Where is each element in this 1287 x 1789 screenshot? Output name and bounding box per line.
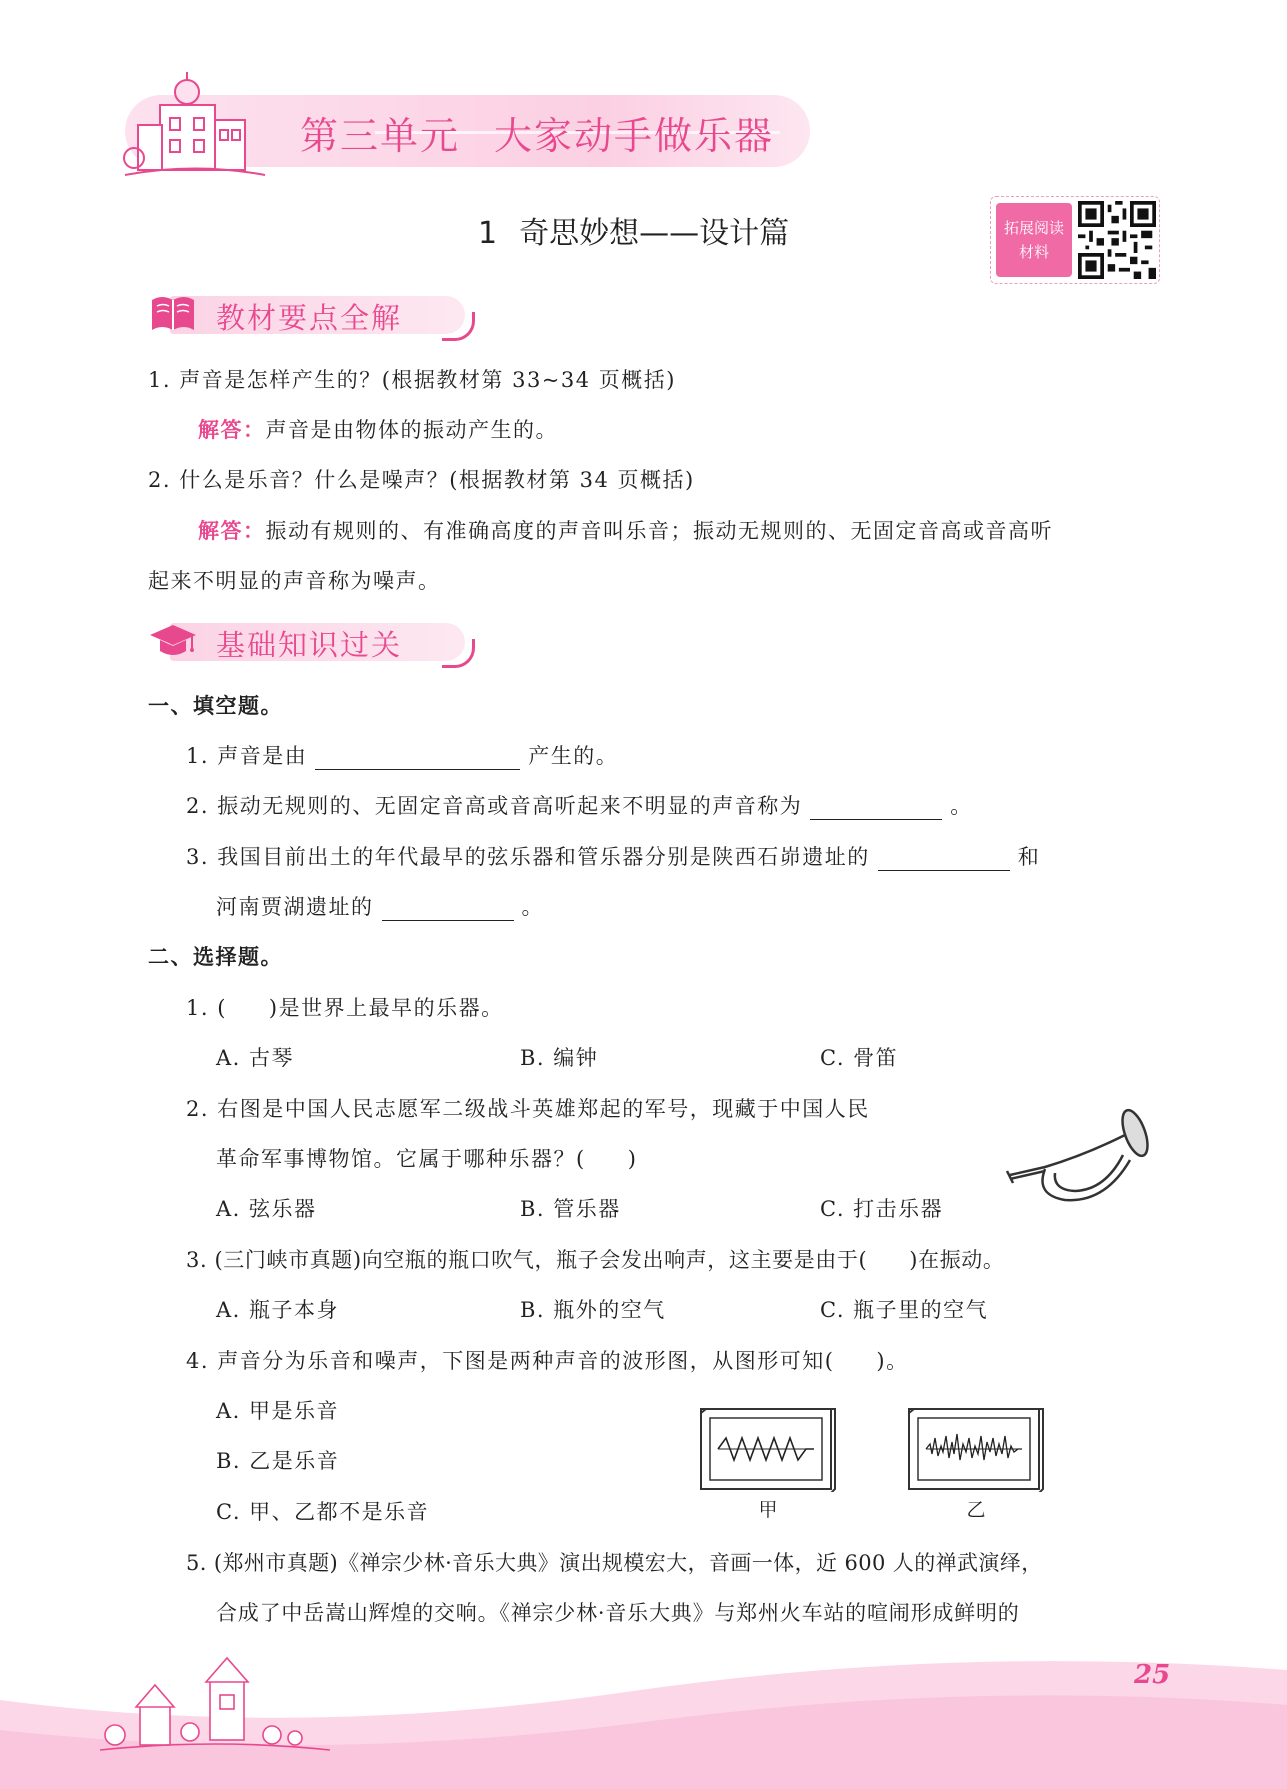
choice-heading: 二、选择题。	[148, 945, 283, 969]
question-text: 1. 声音是怎样产生的？(根据教材第 33~34 页概括)	[148, 368, 676, 392]
unit-title: 第三单元 大家动手做乐器	[300, 114, 775, 158]
waveform-regular-icon	[700, 1408, 836, 1492]
answer-continuation: 起来不明显的声音称为噪声。	[148, 569, 441, 593]
answer-line: 解答：声音是由物体的振动产生的。	[198, 418, 558, 442]
qr-code-icon[interactable]	[1078, 201, 1156, 279]
choice-question-2-cont: 革命军事博物馆。它属于哪种乐器？( )	[216, 1147, 638, 1171]
option-b[interactable]: B. 瓶外的空气	[520, 1298, 666, 1322]
answer-blank[interactable]	[810, 797, 942, 820]
waveform-caption-b: 乙	[966, 1499, 986, 1521]
waveform-noise-icon	[908, 1408, 1044, 1492]
fill-question-2: 2. 振动无规则的、无固定音高或音高听起来不明显的声音称为 。	[186, 794, 973, 818]
choice-question-5-cont: 合成了中岳嵩山辉煌的交响。《禅宗少林·音乐大典》与郑州火车站的喧闹形成鲜明的	[216, 1601, 1020, 1625]
fill-question-1: 1. 声音是由 产生的。	[186, 744, 619, 768]
waveform-caption-a: 甲	[758, 1499, 778, 1521]
answer-blank[interactable]	[878, 848, 1010, 871]
option-c[interactable]: C. 甲、乙都不是乐音	[216, 1500, 430, 1524]
graduation-cap-icon	[148, 617, 198, 663]
choice-question-1: 1. ( )是世界上最早的乐器。	[186, 996, 504, 1020]
option-a[interactable]: A. 瓶子本身	[216, 1298, 340, 1322]
choice-question-4: 4. 声音分为乐音和噪声，下图是两种声音的波形图，从图形可知( )。	[186, 1349, 909, 1373]
option-a[interactable]: A. 甲是乐音	[216, 1399, 340, 1423]
answer-blank[interactable]	[382, 898, 514, 921]
option-c[interactable]: C. 骨笛	[820, 1046, 899, 1070]
fill-heading: 一、填空题。	[148, 694, 283, 718]
option-c[interactable]: C. 打击乐器	[820, 1197, 944, 1221]
page-number: 25	[1134, 1660, 1171, 1690]
building-illustration-icon	[120, 70, 270, 180]
answer-line: 解答：振动有规则的、有准确高度的声音叫乐音；振动无规则的、无固定音高或音高听	[198, 519, 1053, 543]
option-b[interactable]: B. 乙是乐音	[216, 1449, 340, 1473]
town-illustration-icon	[100, 1650, 330, 1760]
section-title: 基础知识过关	[216, 628, 403, 662]
choice-question-3: 3. (三门峡市真题)向空瓶的瓶口吹气，瓶子会发出响声，这主要是由于( )在振动。	[186, 1248, 1005, 1272]
fill-question-3-cont: 河南贾湖遗址的 。	[216, 895, 544, 919]
question-text: 2. 什么是乐音？什么是噪声？(根据教材第 34 页概括)	[148, 468, 695, 492]
section-title: 教材要点全解	[216, 301, 403, 335]
option-a[interactable]: A. 弦乐器	[216, 1197, 317, 1221]
section-header-basics	[148, 617, 468, 667]
answer-blank[interactable]	[315, 747, 520, 770]
section-header-textbook	[148, 290, 468, 340]
choice-question-5: 5. (郑州市真题)《禅宗少林·音乐大典》演出规模宏大，音画一体，近 600 人的禅武演绎，	[186, 1551, 1043, 1575]
bugle-icon	[1005, 1105, 1155, 1215]
choice-question-2: 2. 右图是中国人民志愿军二级战斗英雄郑起的军号，现藏于中国人民	[186, 1097, 870, 1121]
option-a[interactable]: A. 古琴	[216, 1046, 295, 1070]
option-b[interactable]: B. 管乐器	[520, 1197, 621, 1221]
qr-label: 拓展阅读 材料	[996, 203, 1072, 277]
open-book-icon	[148, 290, 198, 336]
option-b[interactable]: B. 编钟	[520, 1046, 599, 1070]
lesson-title: 1 奇思妙想——设计篇	[478, 216, 790, 251]
fill-question-3: 3. 我国目前出土的年代最早的弦乐器和管乐器分别是陕西石峁遗址的 和	[186, 845, 1041, 869]
option-c[interactable]: C. 瓶子里的空气	[820, 1298, 989, 1322]
